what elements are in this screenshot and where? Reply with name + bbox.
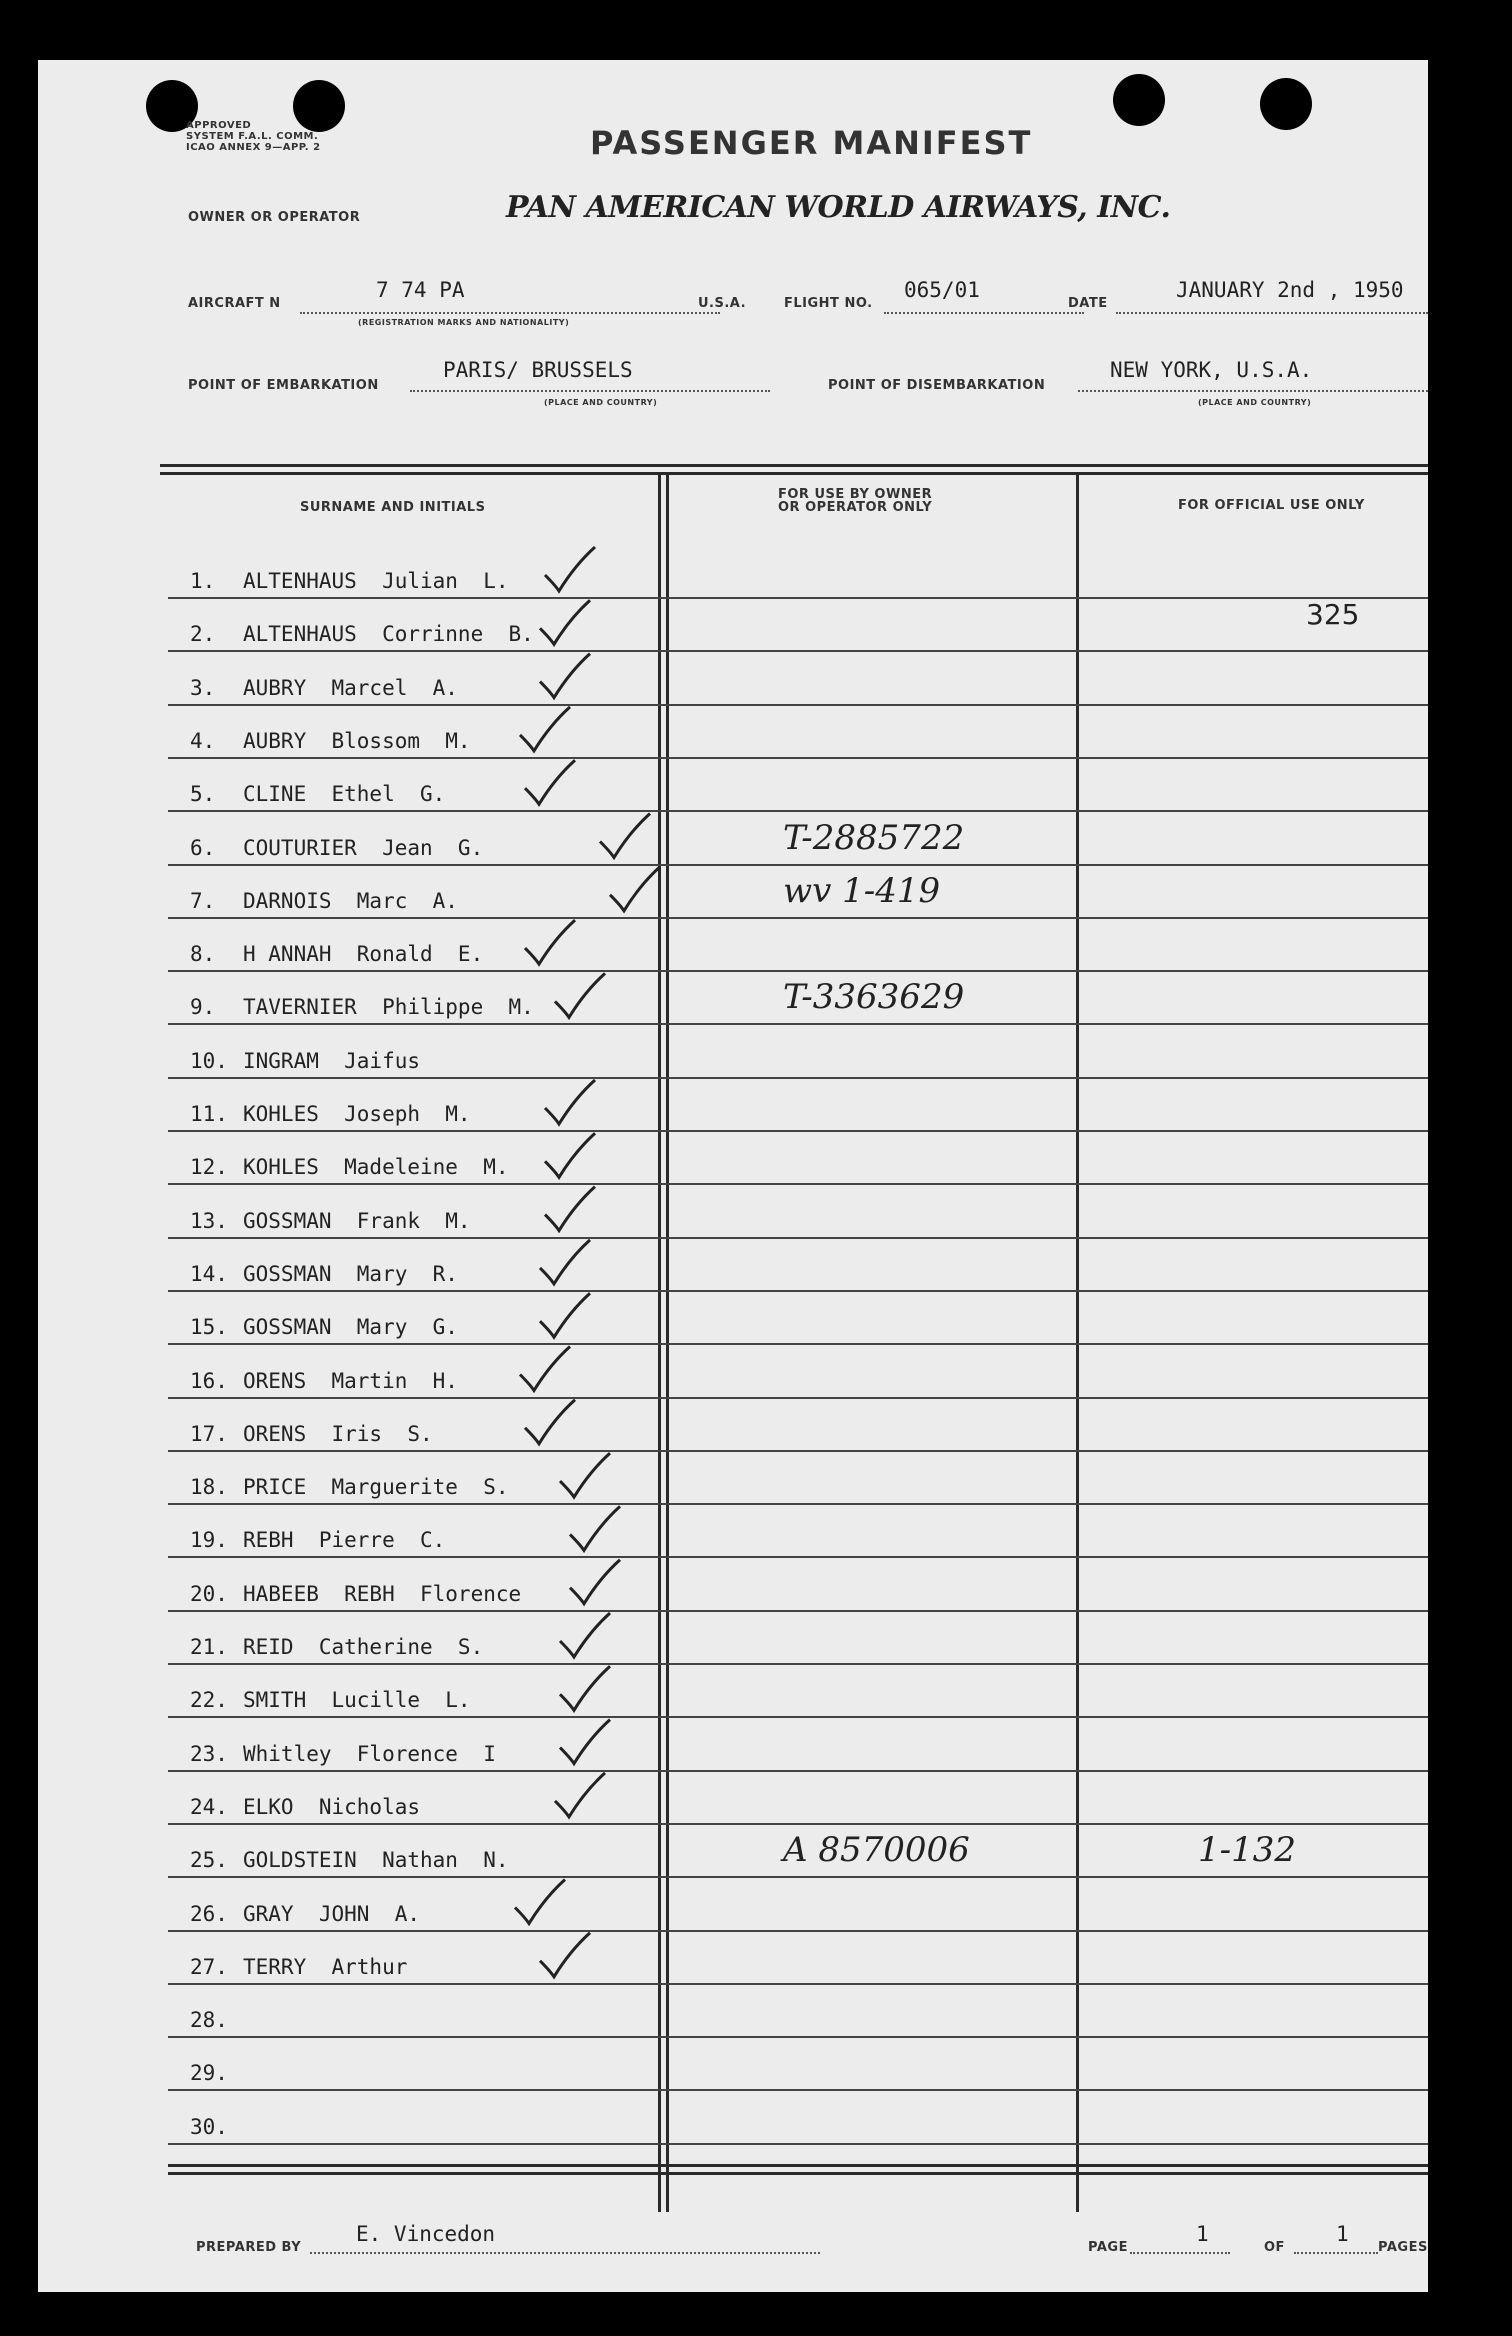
- checkmark-icon: [560, 1453, 610, 1497]
- prepared-by-value: E. Vincedon: [356, 2222, 496, 2246]
- flight-value: 065/01: [904, 278, 980, 302]
- checkmark-icon: [545, 547, 595, 591]
- passenger-name: SMITH Lucille L.: [243, 1688, 471, 1712]
- usa-label: U.S.A.: [698, 296, 747, 311]
- checkmark-icon: [520, 1347, 570, 1391]
- checkmark-icon: [570, 1560, 620, 1604]
- checkmark-icon: [560, 1720, 610, 1764]
- passenger-name: ELKO Nicholas: [243, 1795, 421, 1819]
- owner-note: wv 1-419: [783, 871, 941, 911]
- owner-operator-label: OWNER OR OPERATOR: [188, 210, 361, 225]
- row-number: 26.: [190, 1902, 228, 1926]
- embarkation-caption: (PLACE AND COUNTRY): [544, 398, 658, 407]
- owner-use-line: OR OPERATOR ONLY: [778, 500, 933, 515]
- row-number: 21.: [190, 1635, 228, 1659]
- passenger-name: ORENS Iris S.: [243, 1422, 433, 1446]
- passenger-name: PRICE Marguerite S.: [243, 1475, 509, 1499]
- owner-use-line: FOR USE BY OWNER: [778, 487, 933, 502]
- stamp-line: APPROVED: [186, 120, 252, 131]
- checkmark-icon: [525, 1400, 575, 1444]
- passenger-name: ORENS Martin H.: [243, 1369, 458, 1393]
- owner-note: T-2885722: [783, 818, 965, 858]
- row-number: 22.: [190, 1688, 228, 1712]
- row-number: 9.: [190, 995, 216, 1019]
- row-number: 7.: [190, 889, 216, 913]
- passenger-name: DARNOIS Marc A.: [243, 889, 458, 913]
- checkmark-icon: [560, 1613, 610, 1657]
- row-number: 12.: [190, 1155, 228, 1179]
- checkmark-icon: [600, 814, 650, 858]
- stamp-line: SYSTEM F.A.L. COMM.: [186, 131, 319, 142]
- passenger-name: INGRAM Jaifus: [243, 1049, 421, 1073]
- row-number: 16.: [190, 1369, 228, 1393]
- passenger-name: TAVERNIER Philippe M.: [243, 995, 534, 1019]
- checkmark-icon: [545, 1133, 595, 1177]
- checkmark-icon: [540, 1240, 590, 1284]
- official-note: 1-132: [1198, 1830, 1297, 1870]
- row-number: 3.: [190, 676, 216, 700]
- checkmark-icon: [555, 973, 605, 1017]
- passenger-name: AUBRY Marcel A.: [243, 676, 458, 700]
- owner-note: T-3363629: [783, 977, 965, 1017]
- of-label: OF: [1264, 2240, 1285, 2255]
- passenger-name: REID Catherine S.: [243, 1635, 484, 1659]
- checkmark-icon: [570, 1506, 620, 1550]
- checkmark-icon: [525, 920, 575, 964]
- checkmark-icon: [560, 1666, 610, 1710]
- official-note: 325: [1306, 598, 1360, 631]
- passenger-name: HABEEB REBH Florence: [243, 1582, 522, 1606]
- of-value: 1: [1336, 2222, 1349, 2246]
- aircraft-label: AIRCRAFT N: [188, 296, 281, 311]
- aircraft-value: 7 74 PA: [376, 278, 465, 302]
- passenger-name: GRAY JOHN A.: [243, 1902, 421, 1926]
- row-number: 1.: [190, 569, 216, 593]
- row-number: 2.: [190, 622, 216, 646]
- row-number: 20.: [190, 1582, 228, 1606]
- passenger-name: AUBRY Blossom M.: [243, 729, 471, 753]
- row-number: 29.: [190, 2061, 228, 2085]
- row-number: 15.: [190, 1315, 228, 1339]
- row-number: 25.: [190, 1848, 228, 1872]
- passenger-name: TERRY Arthur: [243, 1955, 408, 1979]
- row-number: 19.: [190, 1528, 228, 1552]
- checkmark-icon: [540, 600, 590, 644]
- checkmark-icon: [540, 1933, 590, 1977]
- row-number: 18.: [190, 1475, 228, 1499]
- checkmark-icon: [540, 654, 590, 698]
- prepared-by-label: PREPARED BY: [196, 2240, 302, 2255]
- checkmark-icon: [545, 1187, 595, 1231]
- row-number: 8.: [190, 942, 216, 966]
- pages-label: PAGES: [1378, 2240, 1428, 2255]
- flight-label: FLIGHT NO.: [784, 296, 873, 311]
- row-number: 23.: [190, 1742, 228, 1766]
- date-label: DATE: [1068, 296, 1108, 311]
- row-number: 28.: [190, 2008, 228, 2032]
- checkmark-icon: [515, 1880, 565, 1924]
- surname-header: SURNAME AND INITIALS: [300, 500, 486, 515]
- checkmark-icon: [525, 760, 575, 804]
- checkmark-icon: [540, 1293, 590, 1337]
- row-number: 6.: [190, 836, 216, 860]
- row-number: 14.: [190, 1262, 228, 1286]
- passenger-name: REBH Pierre C.: [243, 1528, 446, 1552]
- embarkation-value: PARIS/ BRUSSELS: [443, 358, 633, 382]
- passenger-name: GOLDSTEIN Nathan N.: [243, 1848, 509, 1872]
- checkmark-icon: [545, 1080, 595, 1124]
- row-number: 17.: [190, 1422, 228, 1446]
- registration-caption: (REGISTRATION MARKS AND NATIONALITY): [358, 318, 570, 327]
- row-number: 10.: [190, 1049, 228, 1073]
- passenger-name: ALTENHAUS Corrinne B.: [243, 622, 534, 646]
- passenger-name: GOSSMAN Mary R.: [243, 1262, 458, 1286]
- company-name: PAN AMERICAN WORLD AIRWAYS, INC.: [506, 190, 1171, 225]
- owner-note: A 8570006: [783, 1830, 970, 1870]
- official-use-header: FOR OFFICIAL USE ONLY: [1178, 498, 1365, 513]
- checkmark-icon: [610, 867, 660, 911]
- checkmark-icon: [520, 707, 570, 751]
- row-number: 27.: [190, 1955, 228, 1979]
- passenger-name: Whitley Florence I: [243, 1742, 496, 1766]
- disembarkation-caption: (PLACE AND COUNTRY): [1198, 398, 1312, 407]
- passenger-name: KOHLES Madeleine M.: [243, 1155, 509, 1179]
- page-label: PAGE: [1088, 2240, 1128, 2255]
- embarkation-label: POINT OF EMBARKATION: [188, 378, 379, 393]
- passenger-name: COUTURIER Jean G.: [243, 836, 484, 860]
- passenger-name: KOHLES Joseph M.: [243, 1102, 471, 1126]
- date-value: JANUARY 2nd , 1950: [1176, 278, 1404, 302]
- page-title: PASSENGER MANIFEST: [590, 124, 1033, 162]
- page-value: 1: [1196, 2222, 1209, 2246]
- passenger-name: CLINE Ethel G.: [243, 782, 446, 806]
- passenger-name: GOSSMAN Mary G.: [243, 1315, 458, 1339]
- stamp-line: ICAO ANNEX 9—APP. 2: [186, 142, 321, 153]
- passenger-name: ALTENHAUS Julian L.: [243, 569, 509, 593]
- disembarkation-value: NEW YORK, U.S.A.: [1110, 358, 1313, 382]
- checkmark-icon: [555, 1773, 605, 1817]
- passenger-name: GOSSMAN Frank M.: [243, 1209, 471, 1233]
- row-number: 5.: [190, 782, 216, 806]
- row-number: 30.: [190, 2115, 228, 2139]
- disembarkation-label: POINT OF DISEMBARKATION: [828, 378, 1046, 393]
- row-number: 4.: [190, 729, 216, 753]
- passenger-name: H ANNAH Ronald E.: [243, 942, 484, 966]
- row-number: 24.: [190, 1795, 228, 1819]
- row-number: 13.: [190, 1209, 228, 1233]
- row-number: 11.: [190, 1102, 228, 1126]
